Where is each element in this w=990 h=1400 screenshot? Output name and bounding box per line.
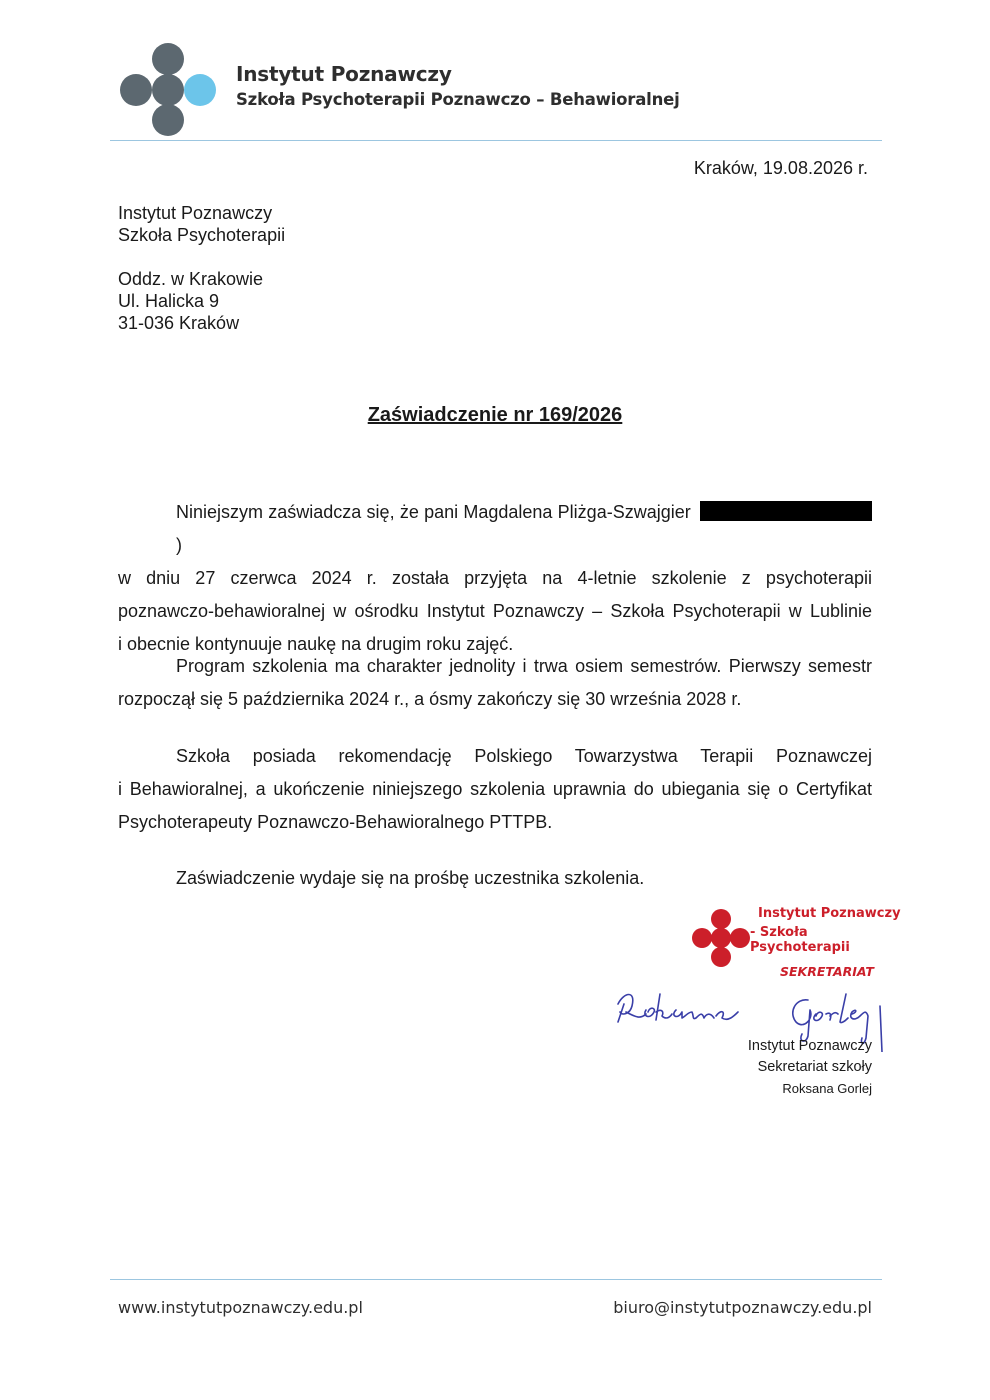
address-line: Oddz. w Krakowie: [118, 269, 264, 289]
footer-website-link[interactable]: www.instytutpoznawczy.edu.pl: [118, 1298, 363, 1317]
address-line: Instytut Poznawczy: [118, 203, 273, 223]
stamp-line: - Szkoła Psychoterapii: [750, 925, 850, 955]
signer-block: [748, 1036, 872, 1099]
header-divider: [110, 140, 882, 141]
paragraph-line: Niniejszym zaświadcza się, że pani Magdalena Pliżga-Szwajgier ): [118, 496, 872, 562]
school-name: Szkoła Psychoterapii Poznawczo – Behawioralnej: [236, 90, 680, 109]
address-line: Szkoła Psychoterapii: [118, 225, 286, 245]
signer-line: Sekretariat szkoły: [757, 1059, 872, 1075]
institute-name: Instytut Poznawczy: [236, 62, 452, 86]
footer-email-link[interactable]: biuro@instytutpoznawczy.edu.pl: [613, 1298, 872, 1317]
paragraph-line: i Behawioralnej, a ukończenie niniejszego szkolenia uprawnia do ubiegania się o Certyfikat: [118, 779, 872, 799]
address-line: Ul. Halicka 9: [118, 291, 220, 311]
paragraph-request: [118, 862, 872, 895]
address-line: 31-036 Kraków: [118, 313, 240, 333]
signer-name: Roksana Gorlej: [782, 1081, 872, 1096]
redaction-box: [700, 501, 872, 521]
paragraph-line: poznawczo-behawioralnej w ośrodku Instytut Poznawczy – Szkoła Psychoterapii w Lublinie: [118, 601, 872, 621]
secretariat-stamp: [692, 900, 912, 982]
institute-logo: [118, 42, 218, 138]
paragraph-line: Zaświadczenie wydaje się na prośbę uczestnika szkolenia.: [176, 868, 645, 888]
paragraph-admission: [118, 496, 872, 661]
stamp-line: Instytut Poznawczy: [758, 906, 901, 921]
paragraph-line: w dniu 27 czerwca 2024 r. została przyjęta na 4-letnie szkolenie z psychoterapii: [118, 568, 872, 588]
paragraph-program: [118, 650, 872, 716]
address-recipient: [118, 202, 285, 246]
paragraph-line: Psychoterapeuty Poznawczo-Behawioralnego PTTPB.: [118, 812, 553, 832]
document-title: Zaświadczenie nr 169/2026: [367, 404, 623, 426]
paragraph-line: i obecnie kontynuuje naukę na drugim roku zajęć.: [118, 634, 514, 654]
paragraph-line: rozpoczął się 5 października 2024 r., a ósmy zakończy się 30 września 2028 r.: [118, 689, 742, 709]
stamp-logo-icon: [692, 908, 750, 968]
footer-divider: [110, 1279, 882, 1280]
stamp-sekretariat: SEKRETARIAT: [780, 964, 874, 979]
signer-line: Instytut Poznawczy: [747, 1038, 872, 1054]
paragraph-recommendation: [118, 740, 872, 839]
document-date: Kraków, 19.08.2026 r.: [693, 158, 868, 178]
paragraph-line: Szkoła posiada rekomendację Polskiego Towarzystwa Terapii Poznawczej: [176, 746, 872, 766]
address-branch: [118, 268, 263, 334]
paragraph-line: Program szkolenia ma charakter jednolity i trwa osiem semestrów. Pierwszy semestr: [176, 656, 872, 676]
